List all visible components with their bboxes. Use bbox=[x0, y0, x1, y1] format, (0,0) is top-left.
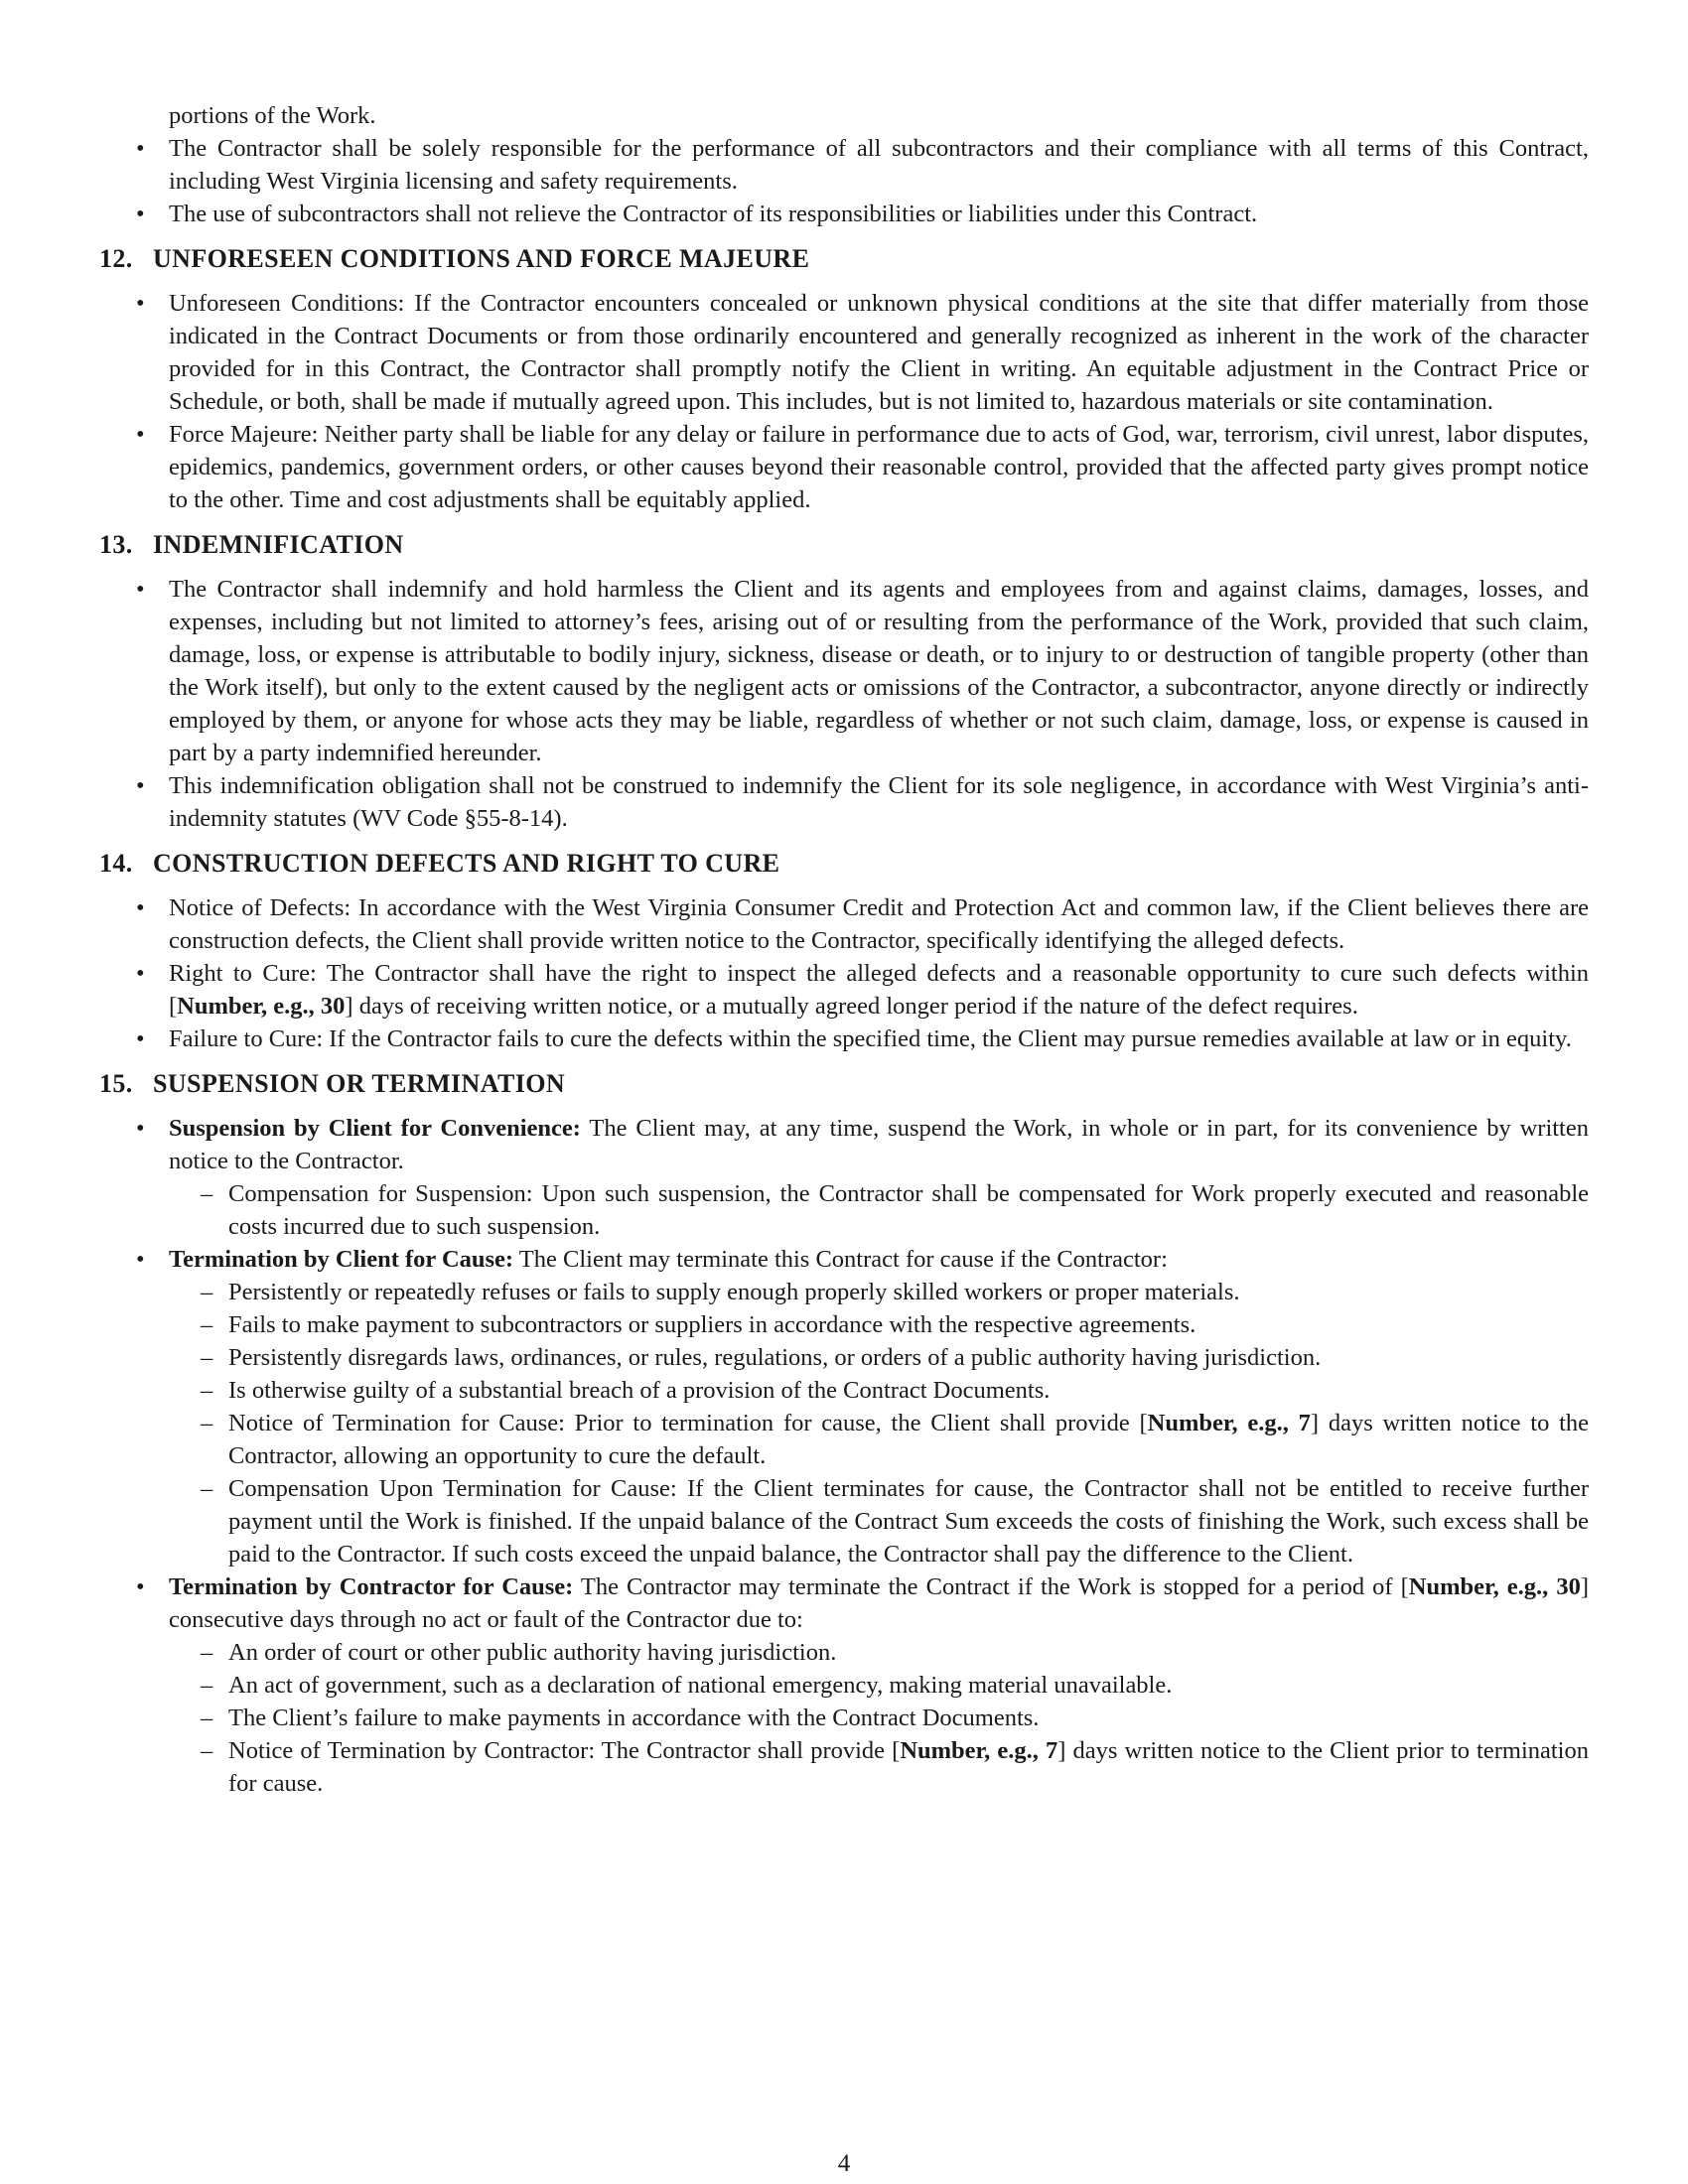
sub-list-item: – Persistently or repeatedly refuses or fails to supply enough properly skilled workers or proper materials. bbox=[169, 1276, 1589, 1308]
section-13-list bbox=[99, 573, 1589, 835]
sub-list-item: – The Client’s failure to make payments in accordance with the Contract Documents. bbox=[169, 1702, 1589, 1734]
bracket: ] bbox=[1057, 1737, 1066, 1764]
section-number: 14. bbox=[99, 849, 133, 878]
bracket: ] bbox=[1580, 1573, 1589, 1600]
sub-list bbox=[169, 1177, 1589, 1243]
list-item: • The use of subcontractors shall not relieve the Contractor of its responsibilities or liabilities under this Contract. bbox=[99, 198, 1589, 230]
bracket: [ bbox=[1400, 1573, 1409, 1600]
text-run: days written notice to the Contractor, allowing an opportunity to cure the default. bbox=[228, 1410, 1590, 1469]
placeholder-value: Number, e.g., 30 bbox=[177, 993, 346, 1020]
sub-list bbox=[169, 1276, 1589, 1570]
carryover-text: portions of the Work. bbox=[169, 102, 376, 129]
bracket: [ bbox=[169, 993, 178, 1020]
sub-list-item: – Is otherwise guilty of a substantial breach of a provision of the Contract Documents. bbox=[169, 1374, 1589, 1407]
section-15-heading bbox=[99, 1066, 1589, 1102]
text-run: consecutive days through no act or fault of the Contractor due to: bbox=[169, 1606, 803, 1633]
section-15-list bbox=[99, 1112, 1589, 1800]
text-run: The Contractor may terminate the Contract if the Work is stopped for a period of bbox=[573, 1573, 1401, 1600]
sub-list-item: – An order of court or other public authority having jurisdiction. bbox=[169, 1636, 1589, 1669]
sub-list-item: – Compensation for Suspension: Upon such suspension, the Contractor shall be compensated for Work properly executed and reasonable costs incurred due to such suspension. bbox=[169, 1177, 1589, 1243]
sub-list-item: – Fails to make payment to subcontractors or suppliers in accordance with the respective agreements. bbox=[169, 1308, 1589, 1341]
list-item: • Failure to Cure: If the Contractor fails to cure the defects within the specified time, the Client may pursue remedies available at law or in equity. bbox=[99, 1023, 1589, 1055]
bracket: ] bbox=[1310, 1410, 1320, 1436]
sub-list-item: – Persistently disregards laws, ordinances, or rules, regulations, or orders of a public authority having jurisdiction. bbox=[169, 1341, 1589, 1374]
placeholder-value: Number, e.g., 7 bbox=[1147, 1410, 1311, 1436]
list-item bbox=[99, 1112, 1589, 1243]
section-title: SUSPENSION OR TERMINATION bbox=[153, 1069, 566, 1098]
list-item: • Force Majeure: Neither party shall be liable for any delay or failure in performance due to acts of God, war, terrorism, civil unrest, labor disputes, epidemics, pandemics, government orders, or other causes beyond their reasonable control, provided that the affected party gives prompt notice to the other. Time and cost adjustments shall be equitably applied. bbox=[99, 418, 1589, 516]
section-title: CONSTRUCTION DEFECTS AND RIGHT TO CURE bbox=[153, 849, 780, 878]
text-run: The Client may, at any time, suspend the Work, in whole or in part, for its convenience by written notice to the Contractor. bbox=[169, 1115, 1589, 1174]
section-number: 12. bbox=[99, 244, 133, 273]
sub-list-item: – Compensation Upon Termination for Cause: If the Client terminates for cause, the Contractor shall not be entitled to receive further payment until the Work is finished. If the unpaid balance of the Contract Sum exceeds the costs of finishing the Work, such excess shall be paid to the Contractor. If such costs exceed the unpaid balance, the Contractor shall pay the difference to the Client. bbox=[169, 1472, 1589, 1570]
item-label: Termination by Contractor for Cause: bbox=[169, 1573, 574, 1600]
item-label: Suspension by Client for Convenience: bbox=[169, 1115, 581, 1142]
section-number: 13. bbox=[99, 530, 133, 559]
section-number: 15. bbox=[99, 1069, 133, 1098]
list-item: • The Contractor shall be solely responsible for the performance of all subcontractors and their compliance with all terms of this Contract, including West Virginia licensing and safety requirements. bbox=[99, 132, 1589, 198]
text-run: Notice of Termination by Contractor: The Contractor shall provide bbox=[228, 1737, 893, 1764]
list-item bbox=[99, 1570, 1589, 1800]
bracket: [ bbox=[892, 1737, 901, 1764]
item-label: Termination by Client for Cause: bbox=[169, 1246, 514, 1273]
text-run: days of receiving written notice, or a mutually agreed longer period if the nature of the defect requires. bbox=[352, 993, 1358, 1020]
text-run: The Client may terminate this Contract for cause if the Contractor: bbox=[513, 1246, 1168, 1273]
bracket: ] bbox=[345, 993, 353, 1020]
document-page bbox=[99, 99, 1589, 1800]
carryover-list bbox=[99, 132, 1589, 230]
section-13-heading bbox=[99, 527, 1589, 563]
section-12-heading bbox=[99, 241, 1589, 277]
list-item bbox=[99, 957, 1589, 1023]
list-item: • The Contractor shall indemnify and hold harmless the Client and its agents and employees from and against claims, damages, losses, and expenses, including but not limited to attorney’s fees, arising out of or resulting from the performance of the Work, provided that such claim, damage, loss, or expense is attributable to bodily injury, sickness, disease or death, or to injury to or destruction of tangible property (other than the Work itself), but only to the extent caused by the negligent acts or omissions of the Contractor, a subcontractor, anyone directly or indirectly employed by them, or anyone for whose acts they may be liable, regardless of whether or not such claim, damage, loss, or expense is caused in part by a party indemnified hereunder. bbox=[99, 573, 1589, 769]
sub-list-item bbox=[169, 1407, 1589, 1472]
section-14-heading bbox=[99, 846, 1589, 882]
list-item: • This indemnification obligation shall not be construed to indemnify the Client for its sole negligence, in accordance with West Virginia’s anti-indemnity statutes (WV Code §55-8-14). bbox=[99, 769, 1589, 835]
list-item: • Unforeseen Conditions: If the Contractor encounters concealed or unknown physical conditions at the site that differ materially from those indicated in the Contract Documents or from those ordinarily encountered and generally recognized as inherent in the work of the character provided for in this Contract, the Contractor shall promptly notify the Client in writing. An equitable adjustment in the Contract Price or Schedule, or both, shall be made if mutually agreed upon. This includes, but is not limited to, hazardous materials or site contamination. bbox=[99, 287, 1589, 418]
bracket: [ bbox=[1139, 1410, 1148, 1436]
list-item: • Notice of Defects: In accordance with the West Virginia Consumer Credit and Protection Act and common law, if the Client believes there are construction defects, the Client shall provide written notice to the Contractor, specifically identifying the alleged defects. bbox=[99, 891, 1589, 957]
page-number: 4 bbox=[837, 2150, 851, 2177]
placeholder-value: Number, e.g., 30 bbox=[1408, 1573, 1581, 1600]
text-run: Notice of Termination for Cause: Prior to termination for cause, the Client shall provide bbox=[228, 1410, 1140, 1436]
text-run: days written notice to the Client prior to termination for cause. bbox=[228, 1737, 1589, 1797]
text-run: Right to Cure: The Contractor shall have the right to inspect the alleged defects and a reasonable opportunity to cure such defects within bbox=[169, 960, 1589, 987]
section-title: INDEMNIFICATION bbox=[153, 530, 404, 559]
sub-list bbox=[169, 1636, 1589, 1800]
section-14-list bbox=[99, 891, 1589, 1055]
placeholder-value: Number, e.g., 7 bbox=[900, 1737, 1058, 1764]
section-12-list bbox=[99, 287, 1589, 516]
list-item bbox=[99, 1243, 1589, 1570]
sub-list-item: – An act of government, such as a declaration of national emergency, making material unavailable. bbox=[169, 1669, 1589, 1702]
sub-list-item bbox=[169, 1734, 1589, 1800]
section-title: UNFORESEEN CONDITIONS AND FORCE MAJEURE bbox=[153, 244, 810, 273]
